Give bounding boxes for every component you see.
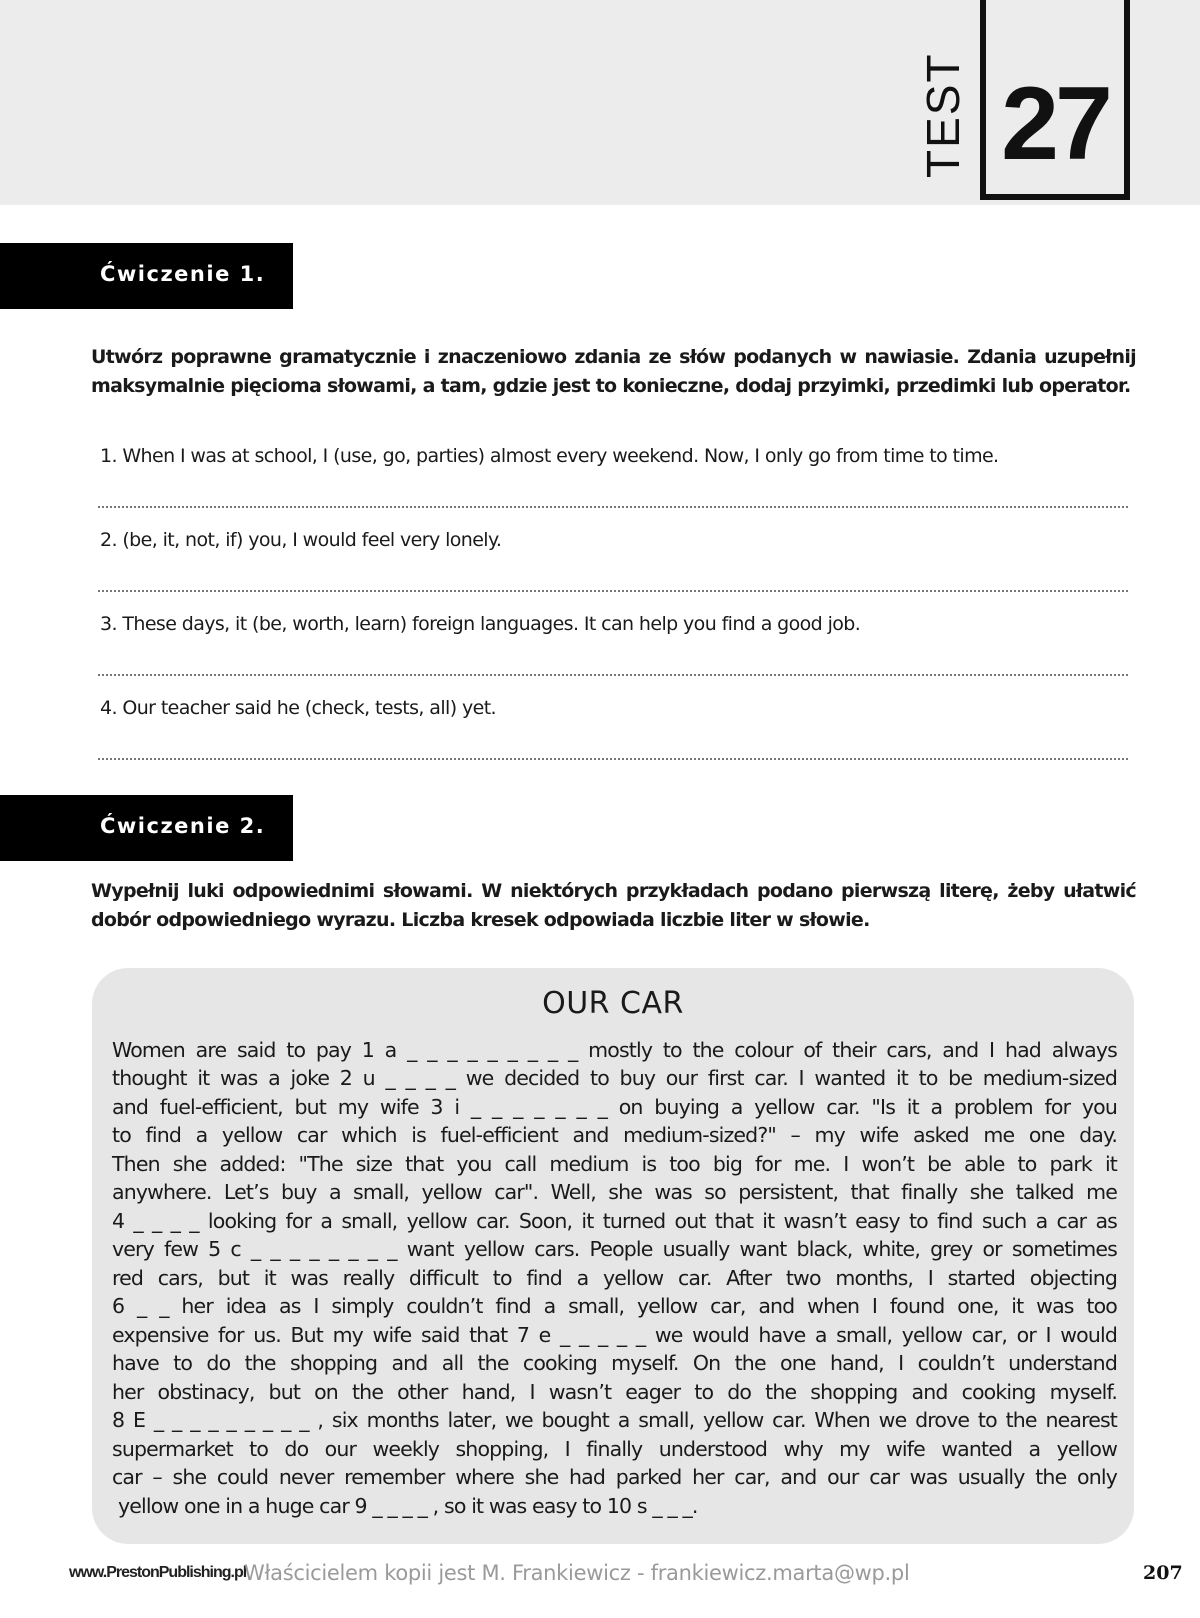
answer-line-1[interactable] (98, 506, 1128, 508)
reading-line: 6 _ _ her idea as I simply couldn’t find a small, yellow car, and when I found one, it was too (112, 1294, 1117, 1318)
reading-line: 4 _ _ _ _ looking for a small, yellow car. Soon, it turned out that it wasn’t easy to find such a car as (112, 1209, 1117, 1233)
reading-line: car – she could never remember where she had parked her car, and our car was usually the only (112, 1465, 1117, 1489)
exercise-1-item-1: 1. When I was at school, I (use, go, parties) almost every weekend. Now, I only go from time to time. (100, 445, 999, 467)
reading-line: 8 E _ _ _ _ _ _ _ _ _ , six months later, we bought a small, yellow car. When we drove to the nearest (112, 1408, 1117, 1432)
test-number-box (980, 0, 1130, 200)
reading-line: and fuel-efficient, but my wife 3 i _ _ _ _ _ _ _ on buying a yellow car. "Is it a problem for you (112, 1095, 1117, 1119)
exercise-2-header (0, 795, 293, 861)
reading-line: supermarket to do our weekly shopping, I finally understood why my wife wanted a yellow (112, 1437, 1117, 1461)
answer-line-2[interactable] (98, 590, 1128, 592)
copy-owner-watermark: Właścicielem kopii jest M. Frankiewicz - frankiewicz.marta@wp.pl (244, 1561, 910, 1585)
reading-line: to find a yellow car which is fuel-efficient and medium-sized?" – my wife asked me one day. (112, 1123, 1117, 1147)
exercise-2-instructions: Wypełnij luki odpowiednimi słowami. W niektórych przykładach podano pierwszą literę, żeby ułatwić dobór odpowiedniego wyrazu. Liczba kresek odpowiada liczbie liter w słowie. (91, 880, 1136, 931)
exercise-1-instructions: Utwórz poprawne gramatycznie i znaczeniowo zdania ze słów podanych w nawiasie. Zdania uzupełnij maksymalnie pięcioma słowami, a tam, gdzie jest to konieczne, dodaj przyimki, przedimki lub operator. (91, 346, 1136, 397)
exercise-1-item-2: 2. (be, it, not, if) you, I would feel very lonely. (100, 529, 502, 551)
exercise-1-item-4: 4. Our teacher said he (check, tests, all) yet. (100, 697, 496, 719)
publisher-website: www.PrestonPublishing.pl (69, 1564, 247, 1581)
reading-text-box (92, 968, 1134, 1544)
reading-line: Then she added: "The size that you call medium is too big for me. I won’t be able to park it (112, 1152, 1117, 1176)
exercise-2-title: Ćwiczenie 2. (100, 814, 266, 838)
exercise-1-item-3: 3. These days, it (be, worth, learn) foreign languages. It can help you find a good job. (100, 613, 861, 635)
page-number: 207 (1143, 1562, 1183, 1584)
reading-line: anywhere. Let’s buy a small, yellow car". Well, she was so persistent, that finally she talked me (112, 1180, 1117, 1204)
answer-line-4[interactable] (98, 758, 1128, 760)
exercise-1-header (0, 243, 293, 309)
reading-line: her obstinacy, but on the other hand, I wasn’t eager to do the shopping and cooking myself. (112, 1380, 1117, 1404)
reading-line: Women are said to pay 1 a _ _ _ _ _ _ _ _ _ mostly to the colour of their cars, and I had always (112, 1038, 1117, 1062)
reading-line: very few 5 c _ _ _ _ _ _ _ _ want yellow cars. People usually want black, white, grey or sometimes (112, 1237, 1117, 1261)
answer-line-3[interactable] (98, 674, 1128, 676)
reading-line: yellow one in a huge car 9 _ _ _ _ , so it was easy to 10 s _ _ _. (118, 1494, 698, 1518)
reading-title: OUR CAR (542, 986, 684, 1021)
exercise-1-title: Ćwiczenie 1. (100, 262, 266, 286)
reading-line: have to do the shopping and all the cooking myself. On the one hand, I couldn’t understand (112, 1351, 1117, 1375)
test-label: TEST (917, 52, 969, 178)
reading-line: thought it was a joke 2 u _ _ _ _ we decided to buy our first car. I wanted it to be medium-sized (112, 1066, 1117, 1090)
reading-line: red cars, but it was really difficult to find a yellow car. After two months, I started objecting (112, 1266, 1117, 1290)
test-number: 27 (1001, 66, 1109, 182)
reading-line: expensive for us. But my wife said that 7 e _ _ _ _ _ we would have a small, yellow car, or I would (112, 1323, 1117, 1347)
